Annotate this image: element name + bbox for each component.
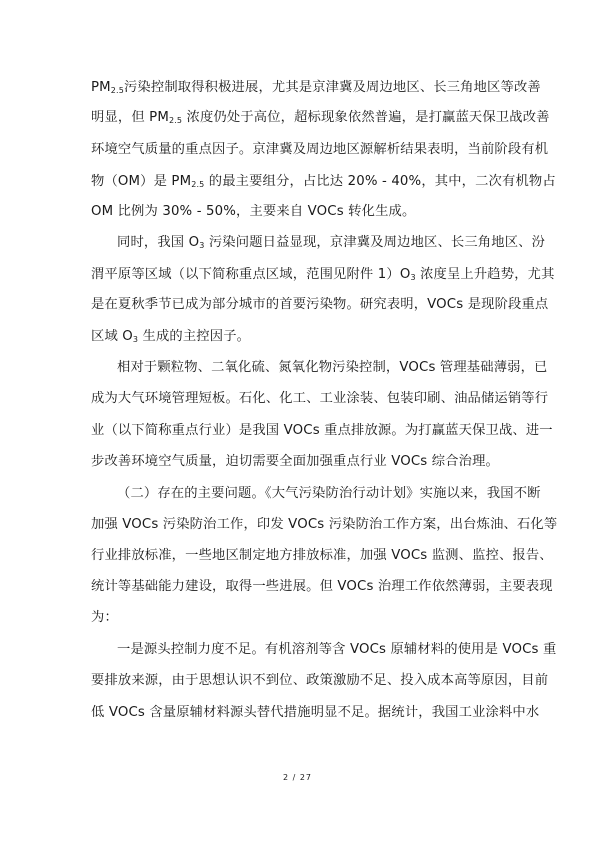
text-line: 相对于颗粒物、二氧化硫、氮氧化物污染控制，VOCs 管理基础薄弱，已 xyxy=(117,360,548,375)
text-line: 渭平原等区域（以下简称重点区域，范围见附件 $1)O_3$ 浓度呈上升趋势，尤其 xyxy=(91,267,555,282)
text-line: 行业排放标准，一些地区制定地方排放标准，加强 VOCs 监测、监控、报告、 xyxy=(91,548,553,563)
text-line: 环境空气质量的重点因子。京津冀及周边地区源解析结果表明，当前阶段有机 xyxy=(91,142,549,157)
text-line: 统计等基础能力建设，取得一些进展。但 VOCs 治理工作依然薄弱，主要表现 xyxy=(91,579,553,594)
text-line: 成为大气环境管理短板。石化、化工、工业涂装、包装印刷、油品储运销等行 xyxy=(91,391,549,406)
text-line: 一是源头控制力度不足。有机溶剂等含 VOCs 原辅材料的使用是 VOCs 重 xyxy=(117,642,557,657)
text-line: 同时，我国 $O_3$ 污染问题日益显现，京津冀及周边地区、长三角地区、汾 xyxy=(117,235,546,250)
text-line: （二）存在的主要问题。《大气污染防治行动计划》实施以来，我国不断 xyxy=(117,486,541,501)
text-line: 物（OM）是 $PM_{2.5}$ 的最主要组分，占比达 20% - 40%，其中，二次有机物占 xyxy=(91,174,556,189)
text-line: 明显，但 $PM_{2.5}$ 浓度仍处于高位，超标现象依然普遍，是打赢蓝天保卫战改善 xyxy=(91,110,550,125)
text-line: 业（以下简称重点行业）是我国 VOCs 重点排放源。为打赢蓝天保卫战、进一 xyxy=(91,423,553,438)
text-line: OM 比例为 30% - 50%，主要来自 VOCs 转化生成。 xyxy=(91,204,416,219)
text-line: 步改善环境空气质量，迫切需要全面加强重点行业 VOCs 综合治理。 xyxy=(91,454,499,469)
text-line: $PM_{2.5}$污染控制取得积极进展，尤其是京津冀及周边地区、长三角地区等改善 xyxy=(91,80,541,95)
page-number: 2 / 27 xyxy=(282,773,313,782)
text-line: 低 VOCs 含量原辅材料源头替代措施明显不足。据统计，我国工业涂料中水 xyxy=(91,705,540,720)
text-line: 区域 $O_3$ 生成的主控因子。 xyxy=(91,329,251,344)
text-line: 加强 VOCs 污染防治工作，印发 VOCs 污染防治工作方案，出台炼油、石化等 xyxy=(91,517,558,532)
text-line: 是在夏秋季节已成为部分城市的首要污染物。研究表明，VOCs 是现阶段重点 xyxy=(91,297,549,312)
text-line: 为： xyxy=(91,610,118,625)
text-line: 要排放来源，由于思想认识不到位、政策激励不足、投入成本高等原因，目前 xyxy=(91,673,549,688)
